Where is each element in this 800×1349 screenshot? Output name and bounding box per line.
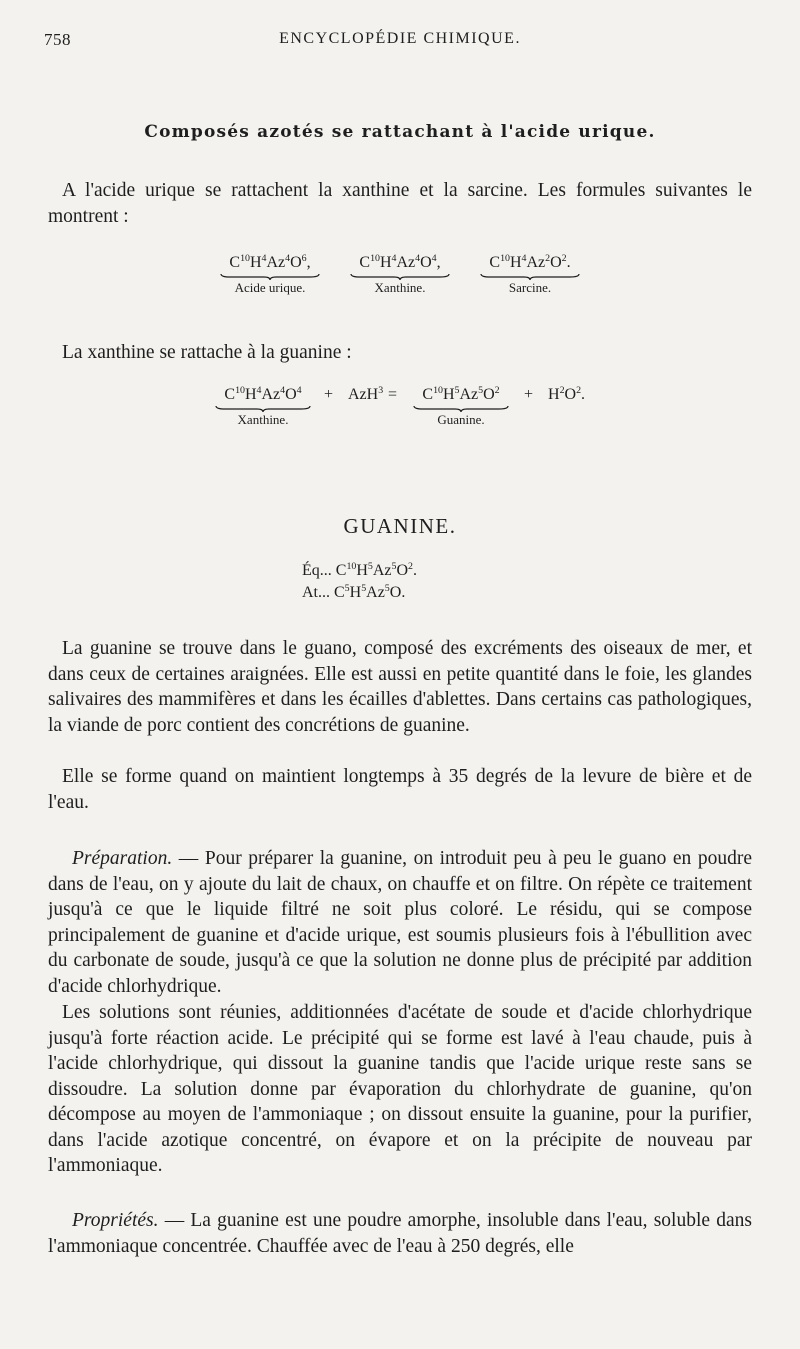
plus-sign-2: + bbox=[524, 386, 534, 403]
ammonia-formula: AzH$^3$ bbox=[348, 385, 384, 403]
atomic-formula: At... $C^5H^5Az^5O$. bbox=[302, 583, 406, 601]
intro-paragraph: A l'acide urique se rattachent la xanthine et la sarcine. Les formules suivantes le montrent : bbox=[48, 180, 752, 227]
running-title: ENCYCLOPÉDIE CHIMIQUE. bbox=[279, 30, 521, 47]
formula-sarcine: $C^{10}H^4Az^2O^2$. Sarcine. bbox=[468, 254, 592, 296]
xanthine-sentence: La xanthine se rattache à la guanine : bbox=[62, 342, 352, 363]
running-head bbox=[44, 30, 756, 54]
preparation-label: Préparation. bbox=[72, 848, 173, 869]
caption-uric-acid: Acide urique. bbox=[234, 280, 306, 295]
properties-label: Propriétés. bbox=[72, 1210, 159, 1231]
reaction-xanthine: $C^{10}H^4Az^4O^4$ Xanthine. bbox=[208, 386, 318, 428]
formation-paragraph: Elle se forme quand on maintient longtemps à 35 degrés de la levure de bière et de l'eau. bbox=[48, 766, 752, 813]
page-number: 758 bbox=[44, 30, 71, 49]
equivalent-formula: Éq... $C^{10}H^5Az^5O^2$. bbox=[302, 561, 417, 579]
formula-row-uric bbox=[0, 254, 800, 314]
properties-paragraph: Propriétés. — La guanine est une poudre amorphe, insoluble dans l'eau, soluble dans l'ammoniaque concentrée. Chauffée avec de l'eau à 250 degrés, elle bbox=[48, 1210, 752, 1257]
caption-sarcine: Sarcine. bbox=[508, 280, 552, 295]
purification-paragraph: Les solutions sont réunies, additionnées d'acétate de soude et d'acide chlorhydrique jusqu'à forte réaction acide. Le précipité qui se forme est lavé à l'eau chaude, puis à l'acide chlorhydrique, qui dissout la guanine tandis que l'acide urique reste sans se dissoudre. La solution donne par évaporation du chlorhydrate de guanine, qu'on décompose au moyen de l'ammoniaque ; on dissout ensuite la guanine, pour la purifier, dans l'acide azotique concentré, on évapore et on la précipite de nouveau par l'ammoniaque. bbox=[48, 1002, 752, 1176]
caption-reaction-xanthine: Xanthine. bbox=[237, 412, 289, 427]
occurrence-paragraph: La guanine se trouve dans le guano, composé des excréments des oiseaux de mer, et dans ceux de certaines araignées. Elle est aussi en petite quantité dans le foie, les glandes salivaires des mammifères et dans les écailles d'ablettes. Dans certains cas pathologiques, la viande de porc contient des concrétions de guanine. bbox=[48, 638, 752, 736]
plus-sign: + bbox=[324, 386, 334, 403]
preparation-paragraph: Préparation. — Pour préparer la guanine, on introduit peu à peu le guano en poudre dans de l'eau, on y ajoute du lait de chaux, on chauffe et on filtre. On répète ce traitement jusqu'à ce que le liquide filtré ne soit plus coloré. Le résidu, qui se compose principalement de guanine et d'acide urique, est soumis plusieurs fois à l'ébullition avec du carbonate de soude, jusqu'à ce que la solution ne donne plus de précipité par addition d'acide chlorhydrique. bbox=[48, 848, 752, 997]
formula-xanthine: $C^{10}H^4Az^4O^4$, Xanthine. bbox=[338, 254, 462, 296]
equals-sign: = bbox=[388, 386, 398, 403]
section-heading: Composés azotés se rattachant à l'acide urique. bbox=[144, 122, 656, 142]
water-formula: $H^2O^2$. bbox=[548, 385, 586, 403]
caption-xanthine: Xanthine. bbox=[374, 280, 426, 295]
caption-reaction-guanine: Guanine. bbox=[437, 412, 485, 427]
reaction-row bbox=[0, 386, 800, 446]
formula-uric-acid: $C^{10}H^4Az^4O^6$, Acide urique. bbox=[208, 254, 332, 296]
guanine-title: GUANINE. bbox=[343, 514, 457, 538]
reaction-guanine: $C^{10}H^5Az^5O^2$ Guanine. bbox=[404, 386, 518, 428]
